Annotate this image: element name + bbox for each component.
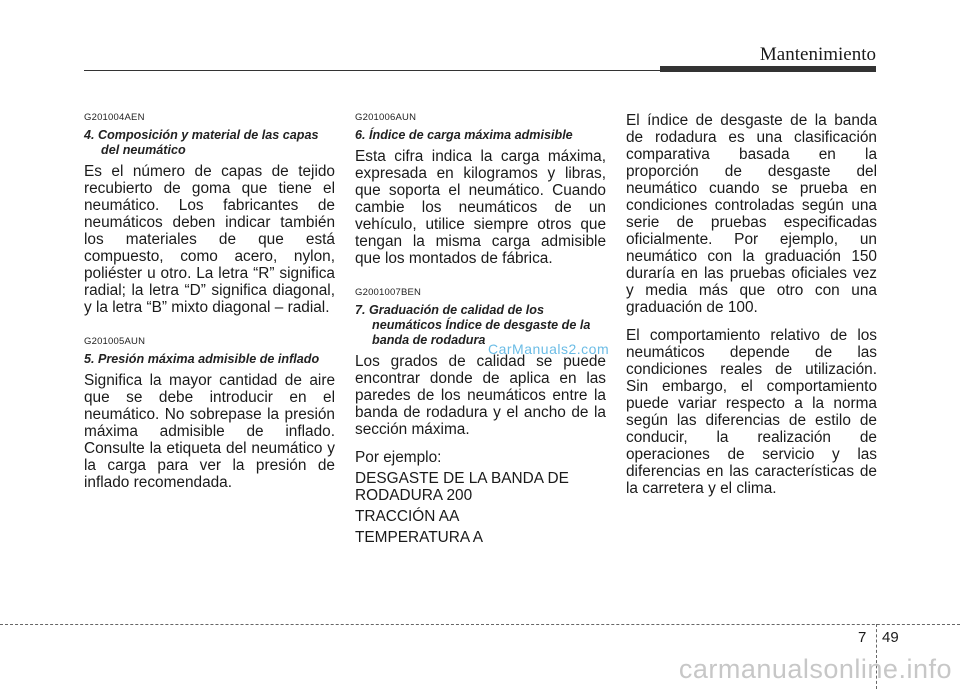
- body-paragraph: Esta cifra indica la carga máxima, expresada en kilogramos y libras, que soporta el neumático. Cuando cambie los neumáticos de un vehículo, utilice siempre otros que tengan la misma carga admisible que los montados de fábrica.: [355, 148, 606, 267]
- text-column-middle: [355, 112, 606, 550]
- body-paragraph: Los grados de calidad se puede encontrar donde de aplica en las paredes de los neumáticos entre la banda de rodadura y el ancho de la sección máxima.: [355, 353, 606, 438]
- section-code: G201006AUN: [355, 112, 417, 123]
- text-column-left: [84, 112, 335, 502]
- section-heading: 4. Composición y material de las capas del neumático: [84, 128, 319, 157]
- body-paragraph: El índice de desgaste de la banda de rodadura es una clasificación comparativa basada en la proporción de desgaste del neumático cuando se prueba en condiciones controladas según una serie de pruebas especificadas oficialmente. Por ejemplo, un neumático con la graduación 150 duraría en las pruebas oficiales vez y media más que otro con una graduación de 100.: [626, 112, 877, 316]
- section-heading: 7. Graduación de calidad de los neumáticos Índice de desgaste de la banda de rodadura: [355, 303, 591, 347]
- example-traction: TRACCIÓN AA: [355, 508, 460, 525]
- site-watermark: carmanualsonline.info: [678, 654, 952, 684]
- section-heading: 6. Índice de carga máxima admisible: [355, 128, 573, 142]
- section-heading: 5. Presión máxima admisible de inflado: [84, 352, 320, 366]
- text-column-right: [626, 112, 877, 508]
- section-code: G2001007BEN: [355, 287, 422, 298]
- header-divider: [84, 70, 662, 71]
- header-accent-bar: [660, 66, 876, 72]
- example-label: Por ejemplo:: [355, 449, 442, 466]
- chapter-number: 7: [858, 629, 867, 646]
- section-code: G201004AEN: [84, 112, 145, 123]
- body-paragraph: El comportamiento relativo de los neumáticos depende de las condiciones reales de utilización. Sin embargo, el comportamiento puede variar respecto a la norma según las diferencias de estilo de conducir, la realización de operaciones de servicio y las diferencias en las características de la carretera y el clima.: [626, 327, 877, 497]
- section-code: G201005AUN: [84, 336, 146, 347]
- body-paragraph: Es el número de capas de tejido recubierto de goma que tiene el neumático. Los fabricantes de neumáticos deben indicar también los materiales de que está compuesto, como acero, nylon, poliéster u otro. La letra “R” significa radial; la letra “D” significa diagonal, y la letra “B” mixto diagonal – radial.: [84, 163, 335, 316]
- body-paragraph: Significa la mayor cantidad de aire que se debe introducir en el neumático. No sobrepase la presión máxima admisible de inflado. Consulte la etiqueta del neumático y la carga para ver la presión de inflado recomendada.: [84, 372, 335, 491]
- example-treadwear: DESGASTE DE LA BANDA DE RODADURA 200: [355, 470, 569, 504]
- watermark-overlay: CarManuals2.com: [488, 341, 610, 357]
- footer-divider: [0, 624, 960, 625]
- example-temperature: TEMPERATURA A: [355, 529, 483, 546]
- page-number: 49: [882, 629, 899, 646]
- section-title: Mantenimiento: [759, 44, 876, 65]
